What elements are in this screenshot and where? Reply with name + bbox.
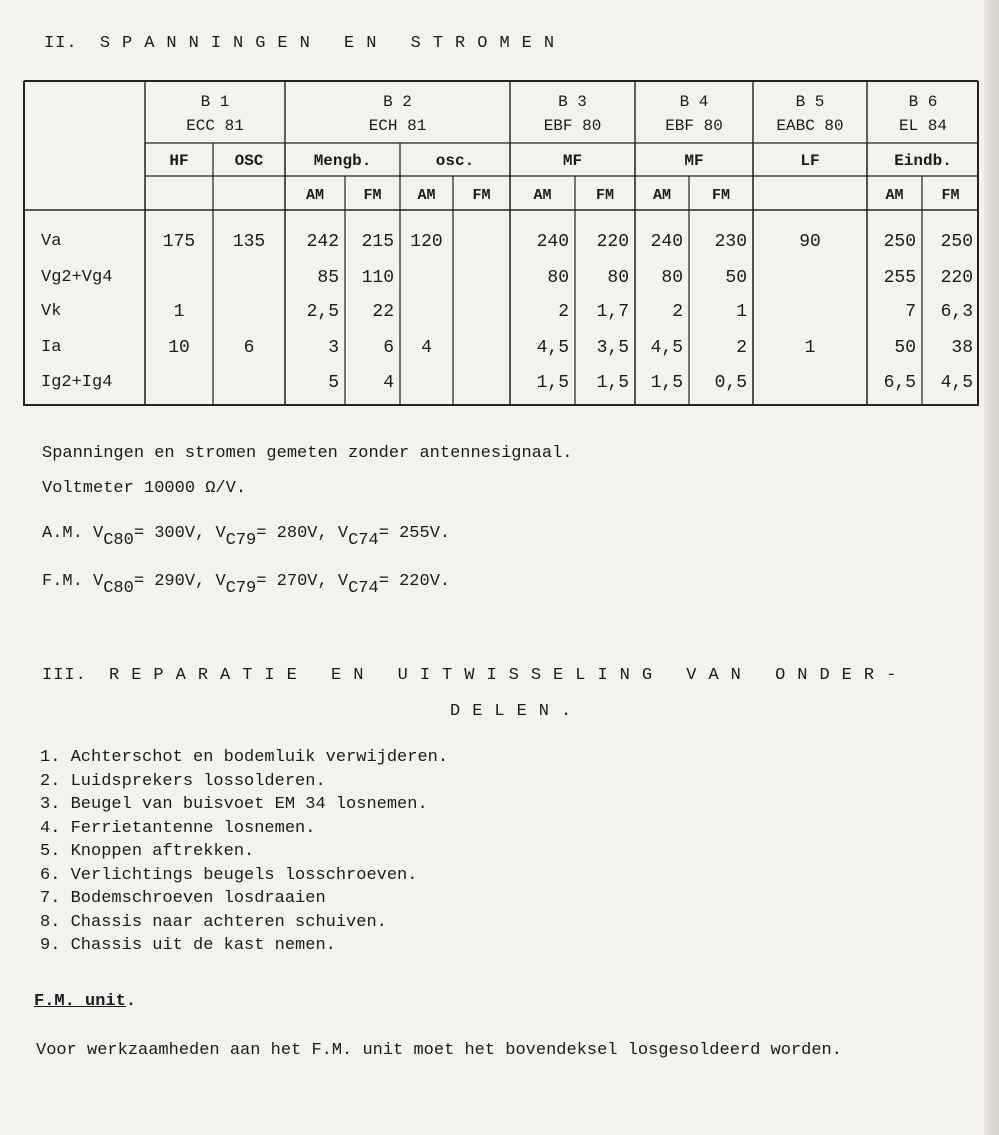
function-label: MF (562, 152, 583, 170)
table-cell: 3,5 (596, 338, 629, 358)
mode-label: AM (305, 187, 324, 204)
mode-label: FM (941, 187, 960, 204)
table-cell: 3 (328, 338, 339, 358)
table-cell: 2 (736, 338, 747, 358)
am-c80-label: C80 (103, 531, 134, 550)
list-item: 1. Achterschot en bodemluik verwijderen. (40, 748, 449, 767)
table-cell: 4,5 (650, 338, 683, 358)
table-cell: 0,5 (714, 373, 747, 393)
function-label: OSC (234, 152, 264, 170)
tube-id: B 2 (383, 93, 412, 111)
table-cell: 4 (383, 373, 394, 393)
tube-type: EBF 80 (665, 117, 723, 135)
am-c79-value: = 280V, (256, 524, 328, 543)
function-label: LF (800, 152, 820, 170)
table-cell: 5 (328, 373, 339, 393)
fm-c80-label: C80 (103, 579, 134, 598)
table-cell: 6,5 (883, 373, 916, 393)
fm-c74-value: = 220V. (378, 572, 451, 591)
function-label: Mengb. (313, 152, 372, 170)
note-voltmeter: Voltmeter 10000 Ω/V. (42, 479, 247, 498)
table-cell: 240 (650, 232, 683, 252)
table-cell: 1 (736, 302, 747, 322)
tube-id: B 1 (200, 93, 230, 111)
list-item: 4. Ferrietantenne losnemen. (40, 818, 316, 838)
table-cell: 215 (361, 232, 394, 252)
table-cell: 135 (232, 232, 266, 252)
table-cell: 22 (372, 302, 394, 322)
row-label: Ia (41, 338, 62, 357)
row-label: Vg2+Vg4 (41, 268, 113, 287)
table-cell: 50 (725, 268, 747, 288)
mode-label: FM (363, 187, 382, 204)
fm-unit-heading-text: F.M. unit (34, 992, 126, 1011)
am-capacitor-voltages: A.M. $V_{C80}= 300V$, $V_{C79}= 280V$, $V_{C74}= 255V$. (42, 524, 451, 550)
tube-type: EABC 80 (776, 117, 844, 135)
mode-label: FM (472, 187, 491, 204)
tube-id: B 3 (558, 93, 587, 111)
list-item: 6. Verlichtings beugels losschroeven. (40, 865, 418, 885)
page-edge (984, 0, 999, 1135)
table-cell: 240 (536, 232, 569, 252)
table-cell: 175 (162, 232, 196, 252)
fm-capacitor-voltages: F.M. $V_{C80}= 290V$, $V_{C79}= 270V$, $V_{C74}= 220V$. (42, 572, 451, 598)
mode-label: FM (595, 187, 614, 204)
am-c74-label: C74 (348, 531, 379, 550)
fm-c74-label: C74 (348, 579, 379, 598)
table-cell: 90 (799, 232, 821, 252)
repair-steps-list (40, 746, 448, 958)
fm-unit-text: Voor werkzaamheden aan het F.M. unit moet het bovendeksel losgesoldeerd worden. (36, 1041, 842, 1060)
am-c74-value: = 255V. (378, 524, 451, 543)
row-label: Va (41, 232, 62, 251)
table-cell: 6,3 (940, 302, 973, 322)
list-item: 2. Luidsprekers lossolderen. (40, 771, 326, 791)
section-2-title (44, 34, 566, 53)
table-cell: 250 (883, 232, 916, 252)
section-3-title (42, 666, 908, 685)
fm-unit-heading: F.M. unit. (34, 992, 137, 1011)
table-cell: 255 (883, 268, 916, 288)
mode-label: AM (533, 187, 552, 204)
table-cell: 4,5 (940, 373, 973, 393)
section-3-heading-line1: REPARATIE EN UITWISSELING VAN ONDER- (109, 666, 909, 685)
table-cell: 80 (661, 268, 683, 288)
table-cell: 1,5 (596, 373, 629, 393)
table-cell: 2,5 (306, 302, 339, 322)
section-3-number: III. (42, 666, 87, 685)
function-label: osc. (435, 152, 475, 170)
table-cell: 6 (243, 338, 255, 358)
table-cell: 1,5 (536, 373, 569, 393)
table-cell: 4 (421, 338, 432, 358)
fm-c79-value: = 270V, (256, 572, 328, 591)
row-label: Ig2+Ig4 (41, 373, 113, 392)
voltage-current-table (23, 80, 979, 406)
table-cell: 2 (558, 302, 569, 322)
section-2-heading: SPANNINGEN EN STROMEN (99, 34, 567, 53)
list-item: 8. Chassis naar achteren schuiven. (40, 912, 387, 932)
table-cell: 110 (361, 268, 394, 288)
table-cell: 220 (596, 232, 629, 252)
mode-label: FM (711, 187, 730, 204)
list-item: 3. Beugel van buisvoet EM 34 losnemen. (40, 795, 428, 814)
table-cell: 220 (940, 268, 973, 288)
mode-label: AM (885, 187, 904, 204)
table-cell: 1,7 (596, 302, 629, 322)
function-label: Eindb. (894, 152, 952, 170)
table-cell: 10 (168, 338, 190, 358)
table-cell: 250 (940, 232, 973, 252)
table-cell: 1 (804, 338, 816, 358)
table-cell: 38 (951, 338, 973, 358)
list-item: 9. Chassis uit de kast nemen. (40, 936, 336, 955)
tube-id: B 4 (679, 93, 709, 111)
fm-c80-value: = 290V, (133, 572, 206, 591)
table-cell: 80 (547, 268, 569, 288)
table-cell: 1 (173, 302, 185, 322)
tube-id: B 6 (908, 93, 938, 111)
tube-type: ECC 81 (186, 117, 244, 135)
mode-label: AM (417, 187, 436, 204)
mode-label: AM (652, 187, 671, 204)
table-cell: 2 (672, 302, 683, 322)
section-2-number: II. (44, 34, 78, 53)
table-cell: 120 (410, 232, 443, 252)
table-cell: 4,5 (536, 338, 569, 358)
section-3-heading-line2: DELEN. (450, 702, 584, 721)
list-item: 7. Bodemschroeven losdraaien (40, 889, 326, 908)
table-cell: 1,5 (650, 373, 683, 393)
table-cell: 242 (306, 232, 339, 252)
am-c79-label: C79 (225, 531, 257, 550)
tube-type: EBF 80 (543, 117, 602, 135)
table-cell: 6 (383, 338, 394, 358)
list-item: 5. Knoppen aftrekken. (40, 842, 255, 861)
tube-type: EL 84 (898, 117, 947, 135)
tube-type: ECH 81 (368, 117, 427, 135)
table-cell: 50 (894, 338, 916, 358)
table-cell: 85 (317, 268, 339, 288)
am-c80-value: = 300V, (133, 524, 206, 543)
row-label: Vk (41, 302, 62, 321)
tube-id: B 5 (795, 93, 825, 111)
table-cell: 80 (607, 268, 629, 288)
fm-prefix: F.M. (42, 572, 83, 591)
am-prefix: A.M. (42, 524, 83, 543)
fm-c79-label: C79 (225, 579, 257, 598)
table-cell: 7 (905, 302, 916, 322)
note-measured-without-signal: Spanningen en stromen gemeten zonder antennesignaal. (42, 444, 573, 463)
table-cell: 230 (714, 232, 747, 252)
function-label: MF (684, 152, 704, 170)
function-label: HF (169, 152, 189, 170)
